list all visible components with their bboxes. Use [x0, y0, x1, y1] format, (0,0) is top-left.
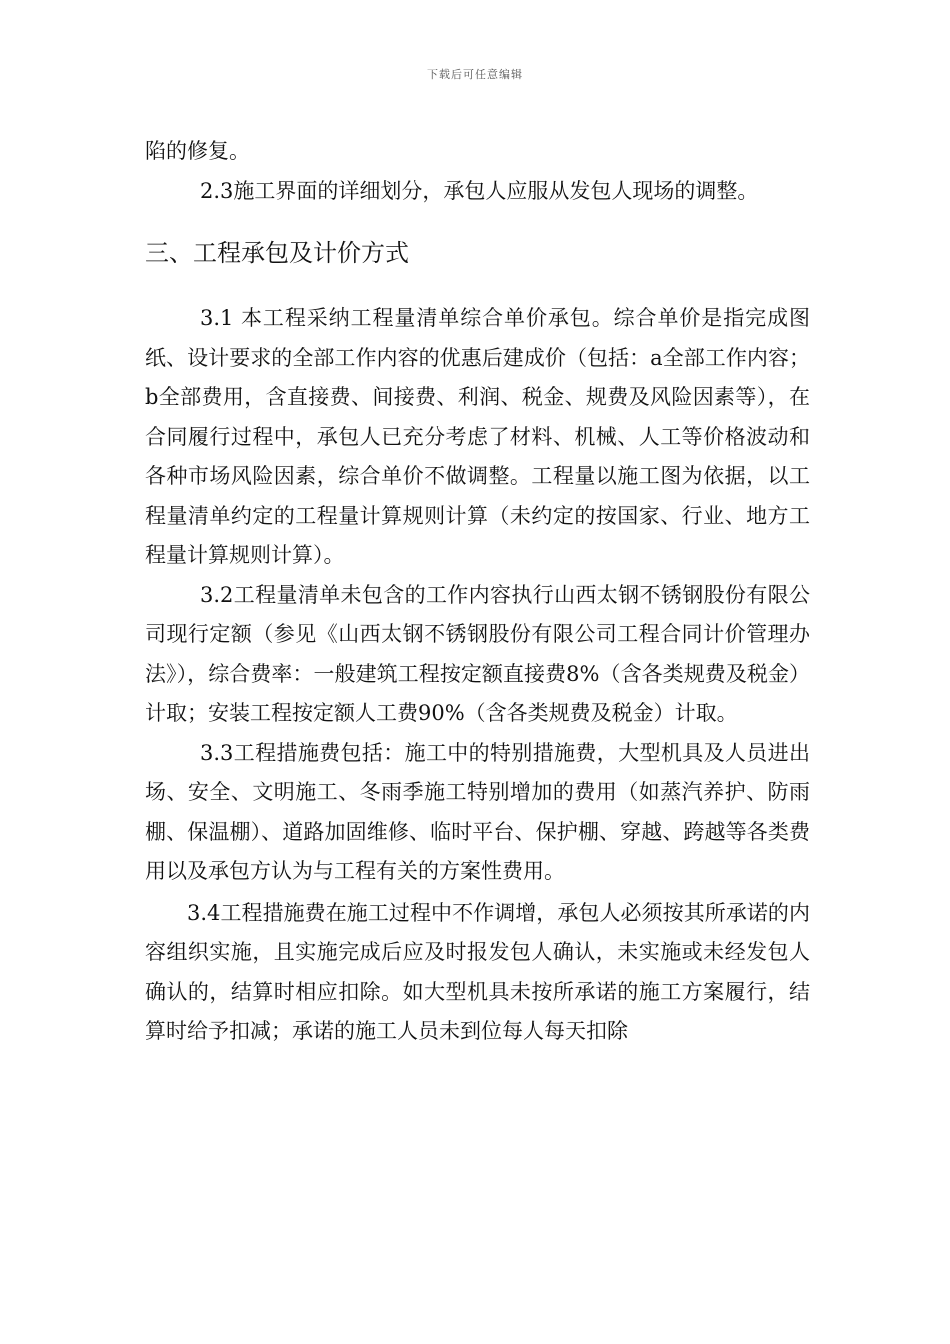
paragraph-3-2: 3.2工程量清单未包含的工作内容执行山西太钢不锈钢股份有限公司现行定额（参见《山西太钢不锈钢股份有限公司工程合同计价管理办法》），综合费率：一般建筑工程按定额直接费8%（含各类规费及税金）计取；安装工程按定额人工费90%（含各类规费及税金）计取。: [145, 582, 810, 725]
paragraph-3-4: 3.4工程措施费在施工过程中不作调增，承包人必须按其所承诺的内容组织实施，且实施完成后应及时报发包人确认，未实施或未经发包人确认的，结算时相应扣除。如大型机具未按所承诺的施工方案履行，结算时给予扣减；承诺的施工人员未到位每人每天扣除: [145, 900, 810, 1043]
paragraph-3-1: 3.1 本工程采纳工程量清单综合单价承包。综合单价是指完成图纸、设计要求的全部工作内容的优惠后建成价（包括：a全部工作内容；b全部费用，含直接费、间接费、利润、税金、规费及风险因素等），在合同履行过程中，承包人已充分考虑了材料、机械、人工等价格波动和各种市场风险因素，综合单价不做调整。工程量以施工图为依据，以工程量清单约定的工程量计算规则计算（未约定的按国家、行业、地方工程量计算规则计算）。: [145, 306, 810, 567]
section-heading-3: 三、工程承包及计价方式: [145, 239, 409, 267]
continued-paragraph: 陷的修复。: [145, 139, 250, 163]
paragraph-2-3: 2.3施工界面的详细划分，承包人应服从发包人现场的调整。: [200, 178, 759, 203]
paragraph-3-3: 3.3工程措施费包括：施工中的特别措施费，大型机具及人员进出场、安全、文明施工、冬雨季施工特别增加的费用（如蒸汽养护、防雨棚、保温棚）、道路加固维修、临时平台、保护棚、穿越、跨越等各类费用以及承包方认为与工程有关的方案性费用。: [145, 740, 810, 883]
page-header-note: 下载后可任意编辑: [427, 68, 523, 81]
document-body: [145, 132, 810, 1052]
